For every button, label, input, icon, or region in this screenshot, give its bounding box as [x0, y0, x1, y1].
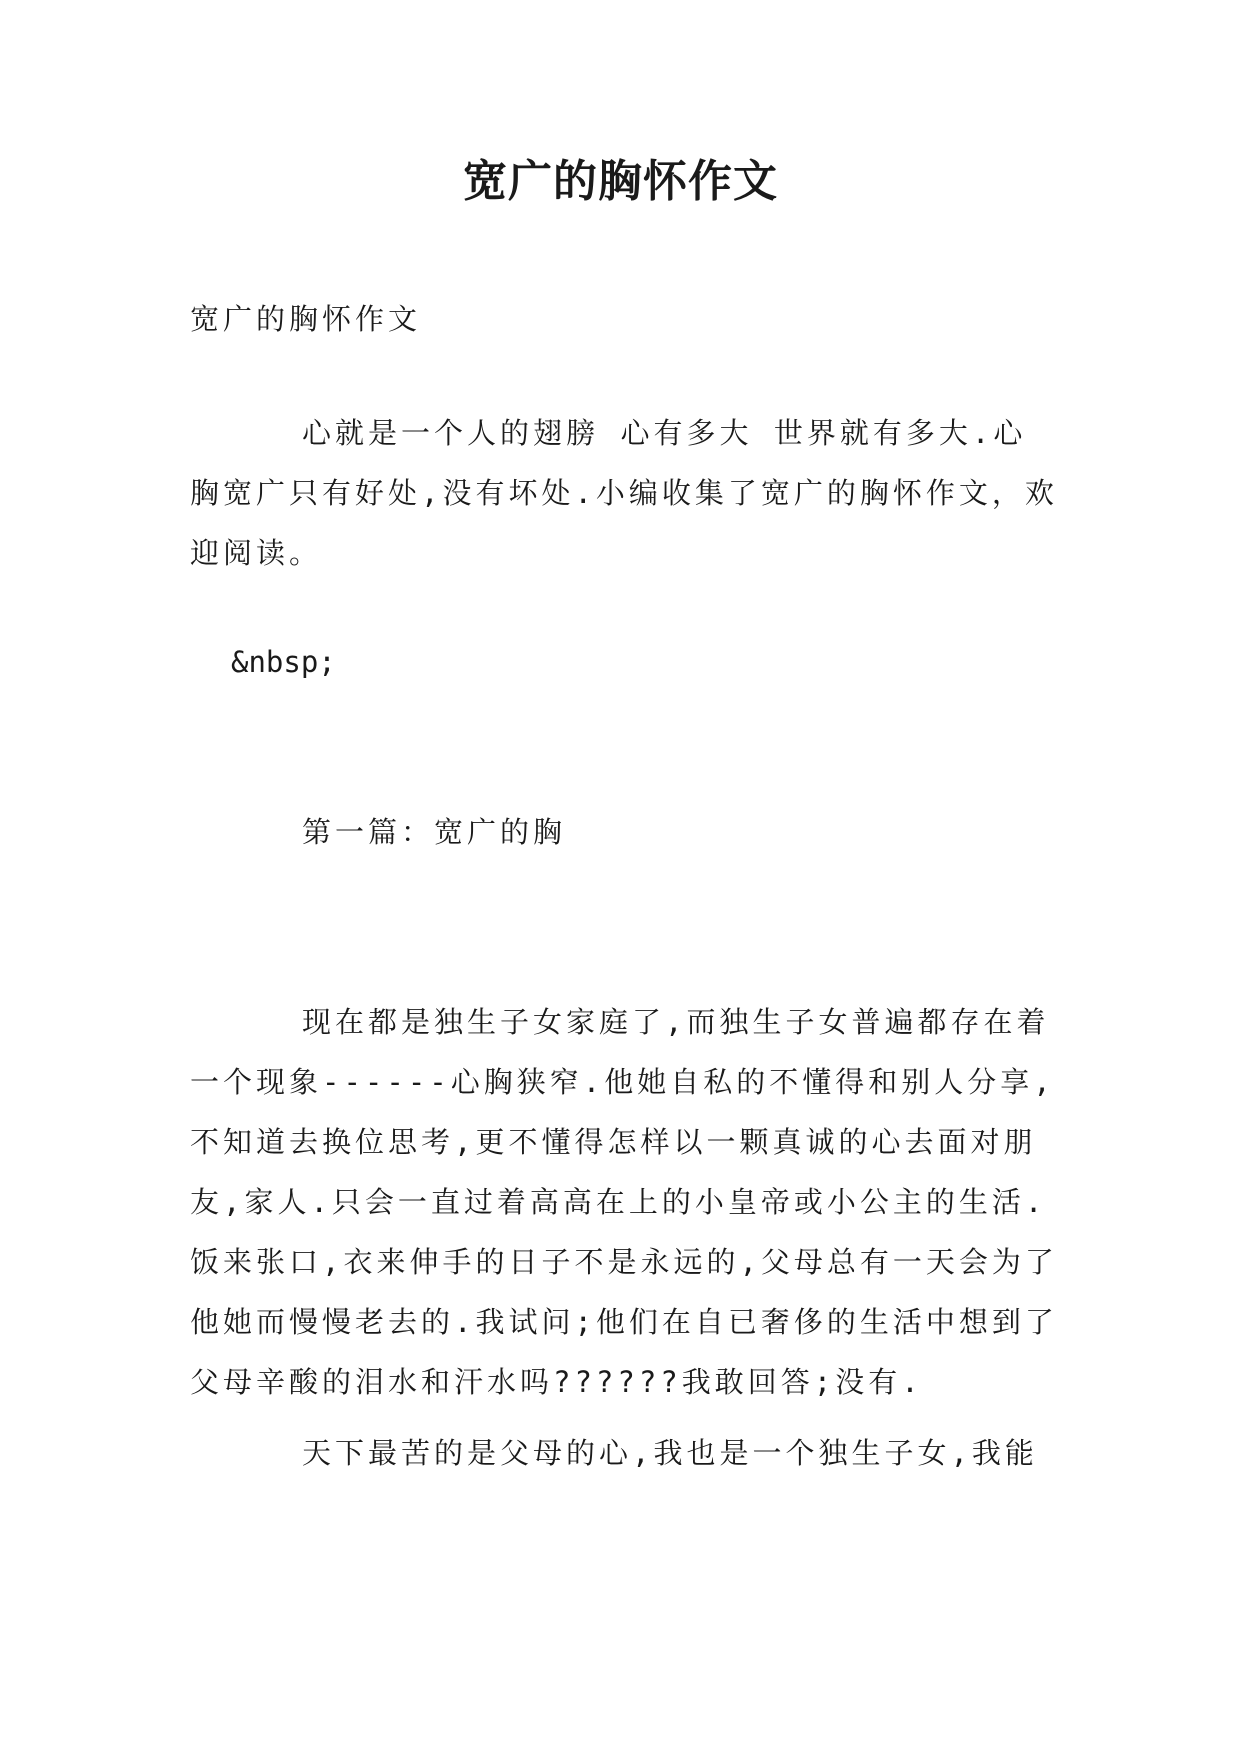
- nbsp-text: &nbsp;: [231, 645, 336, 679]
- intro-paragraph: 心就是一个人的翅膀 心有多大 世界就有多大.心胸宽广只有好处,没有坏处.小编收集了宽广的胸怀作文，欢迎阅读。: [190, 416, 1058, 570]
- section-heading: 第一篇：宽广的胸: [302, 815, 567, 849]
- document-subtitle: 宽广的胸怀作文: [190, 302, 422, 336]
- body-paragraph: 天下最苦的是父母的心,我也是一个独生子女,我能: [302, 1436, 1038, 1470]
- body-paragraph: 现在都是独生子女家庭了,而独生子女普遍都存在着一个现象------心胸狭窄.他她自私的不懂得和别人分享,不知道去换位思考,更不懂得怎样以一颗真诚的心去面对朋友,家人.只会一直过着高高在上的小皇帝或小公主的生活.饭来张口,衣来伸手的日子不是永远的,父母总有一天会为了他她而慢慢老去的.我试问;他们在自已奢侈的生活中想到了父母辛酸的泪水和汗水吗??????我敢回答;没有.: [190, 1005, 1058, 1399]
- document-title: 宽广的胸怀作文: [463, 156, 778, 207]
